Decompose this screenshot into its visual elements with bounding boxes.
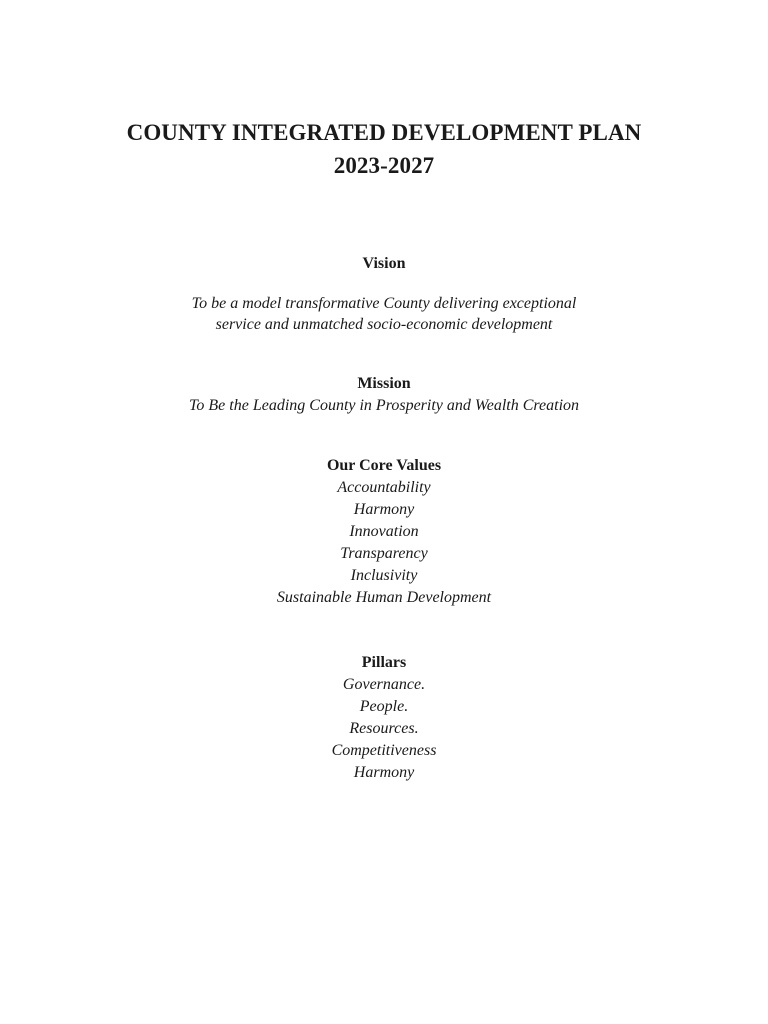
pillars-list — [0, 674, 768, 784]
mission-section — [0, 373, 768, 416]
pillars-heading: Pillars — [361, 654, 407, 671]
pillar-item: Harmony — [353, 764, 415, 781]
pillar-item: Resources. — [349, 720, 419, 737]
vision-section — [0, 253, 768, 335]
mission-heading: Mission — [357, 375, 411, 392]
core-values-list — [0, 477, 768, 609]
pillar-item: Competitiveness — [331, 742, 437, 759]
document-title — [0, 116, 768, 182]
pillar-item: People. — [359, 698, 409, 715]
core-value-item: Transparency — [340, 545, 428, 562]
pillars-section — [0, 652, 768, 784]
core-value-item: Sustainable Human Development — [276, 589, 492, 606]
core-value-item: Innovation — [349, 523, 419, 540]
core-value-item: Harmony — [353, 501, 415, 518]
vision-statement-line-1: To be a model transformative County delivering exceptional — [191, 295, 577, 312]
document-title-line-1: COUNTY INTEGRATED DEVELOPMENT PLAN — [126, 120, 642, 145]
pillar-item: Governance. — [342, 676, 426, 693]
mission-statement: To Be the Leading County in Prosperity and Wealth Creation — [188, 397, 580, 414]
core-value-item: Inclusivity — [350, 567, 418, 584]
document-title-years: 2023-2027 — [333, 153, 435, 178]
core-values-section — [0, 455, 768, 609]
vision-statement-line-2: service and unmatched socio-economic development — [215, 316, 553, 333]
vision-heading: Vision — [362, 255, 406, 272]
core-values-heading: Our Core Values — [326, 457, 442, 474]
core-value-item: Accountability — [337, 479, 431, 496]
